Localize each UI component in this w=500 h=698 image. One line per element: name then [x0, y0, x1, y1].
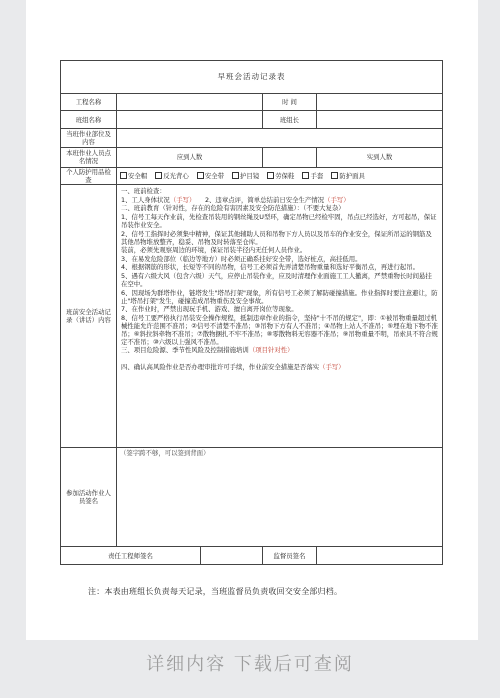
checkbox[interactable]	[197, 172, 204, 179]
content-text: 二、班前教育（针对性，存在的危险有害因素及安全防范措施）：（不要大复杂）	[121, 204, 345, 213]
footnote: 注：本表由班组长负责每天记录，当班监督员负责收回交安全部归档。	[88, 587, 343, 596]
content-text: 6、因现场为群塔作业，链塔发生"塔吊打架"现象，所有信号工必须了解防碰撞措施。作业指挥时要注意避让，防止"塔吊打架"发生，碰撞造成吊物重伤及安全事故。	[121, 288, 438, 305]
content-line	[121, 346, 438, 354]
content-text: 三、项目危险源、季节性风险及控制措施培训	[121, 346, 249, 355]
checkbox[interactable]	[302, 172, 309, 179]
content-line	[121, 272, 438, 288]
checkbox[interactable]	[120, 172, 127, 179]
content-line	[121, 196, 438, 204]
supervisor-signature-label: 监督员签名	[263, 547, 317, 565]
location-label: 当班作业部位及内容	[61, 128, 117, 148]
team-leader-field[interactable]	[317, 111, 443, 128]
content-line	[121, 230, 438, 246]
team-name-label: 班组名称	[61, 111, 117, 128]
project-name-label: 工程名称	[61, 93, 117, 110]
expected-count-label: 应到人数	[117, 148, 263, 168]
content-line	[121, 255, 438, 263]
content-line	[121, 314, 438, 346]
engineer-signature-label: 责任工程师签名	[61, 547, 201, 565]
actual-count-cell[interactable]	[317, 148, 443, 168]
location-field[interactable]	[117, 128, 443, 148]
content-text: 7、在作业时，严禁出现玩手机、游戏、擅自离开岗位等现象。	[121, 305, 298, 314]
ppe-item[interactable]: 安全帽	[120, 172, 147, 180]
handwrite-hint: （手写）	[319, 363, 345, 372]
content-line	[121, 305, 438, 313]
team-name-field[interactable]	[117, 111, 263, 128]
participants-signature-area[interactable]	[117, 447, 443, 547]
content-line	[121, 213, 438, 229]
headcount-label: 本班作业人员点名情况	[61, 148, 117, 168]
team-leader-label: 班组长	[263, 111, 317, 128]
time-field[interactable]	[317, 93, 443, 110]
content-text: 5、遇有六级大风（包含六级）天气，应停止吊装作业，应及时清理作业面施工工人撤离，严禁重物长时间悬挂在空中。	[121, 271, 432, 288]
checkbox[interactable]	[331, 172, 338, 179]
checkbox[interactable]	[232, 172, 239, 179]
download-banner[interactable]: 详细内容 下载后可查阅	[146, 654, 354, 675]
content-text: 一、班前检查：	[121, 187, 166, 196]
handwrite-hint: （项目针对性）	[248, 346, 294, 355]
engineer-signature-field[interactable]	[201, 547, 263, 565]
checkbox[interactable]	[267, 172, 274, 179]
ppe-item[interactable]: 劳保鞋	[267, 172, 294, 180]
content-text: 1、工人身体状况	[121, 195, 170, 204]
supervisor-signature-field[interactable]	[317, 547, 443, 565]
checkbox[interactable]	[155, 172, 162, 179]
content-text: 四、确认高风险作业是否办理审批许可手续，作业前安全措施是否落实	[121, 363, 320, 372]
ppe-item[interactable]: 手套	[302, 172, 323, 180]
ppe-item[interactable]: 防护面具	[331, 172, 365, 180]
content-line	[121, 246, 438, 254]
content-line	[121, 187, 438, 195]
handwrite-hint: （手写）	[169, 195, 193, 204]
project-name-field[interactable]	[117, 93, 263, 110]
content-area[interactable]	[117, 185, 443, 448]
actual-count-label: 实到人数	[366, 153, 393, 162]
content-text: 3、在易发危险部位（临边等地方）时必须正确系挂好安全带，选好桩点，高挂低用。	[121, 254, 362, 263]
content-line	[121, 363, 438, 371]
content-label: 班前安全活动记录（讲话）内容	[61, 185, 117, 448]
participants-label: 参加活动作业人员签名	[61, 447, 117, 547]
ppe-item[interactable]: 护目镜	[232, 172, 259, 180]
ppe-item[interactable]: 安全带	[197, 172, 224, 180]
handwrite-hint: （手写）	[324, 195, 350, 204]
participants-note: （签字跨不够，可以签到背面）	[120, 448, 210, 457]
content-line	[121, 355, 438, 363]
content-line	[121, 263, 438, 271]
form-title: 早班会活动记录表	[61, 61, 443, 94]
ppe-item[interactable]: 反光背心	[155, 172, 189, 180]
content-text: 4、根据钢筋的形状，长短等不同的吊物，信号工必须首先弄清楚吊物重量和选好平衡吊点，再进行起吊。	[121, 263, 420, 272]
content-line	[121, 289, 438, 305]
content-text: 2、信号工指挥时必须集中精神，保证其他辅助人员和吊物下方人员以及吊车的作业安全，保证所吊运的钢筋及其他吊物堆放整齐，稳妥、吊物及时转落至仓库。	[121, 229, 432, 246]
content-text: 1、信号工每天作业前，先检查吊装用的钢丝绳及U型环，确定吊物已经检牢固，吊点已经选好，方可起吊，保证吊装作业安全。	[121, 212, 437, 229]
content-lines	[121, 187, 438, 371]
content-line	[121, 204, 438, 212]
time-label: 时 间	[263, 93, 317, 110]
content-text: 8、信号工要严格执行吊装安全操作规程，抵制违章作业的指令，坚持"十不吊的规定"，即：①被吊物重量超过机械性能允许范围不准吊；②信号不清楚不准吊；③吊物下方有人不准吊；④吊物上站人不准吊；⑤埋在地下物不准吊；⑥斜拉斜牵物不准吊；⑦散物捆扎不牢不准吊；⑧零散物料无容器不准吊；⑨吊物重量不明，吊索具不符合规定不准吊；⑩六级以上强风不准吊。	[121, 313, 438, 346]
meeting-record-form	[60, 60, 443, 565]
expected-count-field[interactable]	[263, 148, 317, 168]
content-text: 2、违章点评，简单总结前日安全生产情况	[204, 195, 325, 204]
ppe-label: 个人防护用品检查	[61, 167, 117, 184]
ppe-checklist	[117, 167, 443, 184]
content-text: 装前，必须先观察周边的环境，保证吊装半径内无任何人员作业。	[121, 246, 307, 255]
